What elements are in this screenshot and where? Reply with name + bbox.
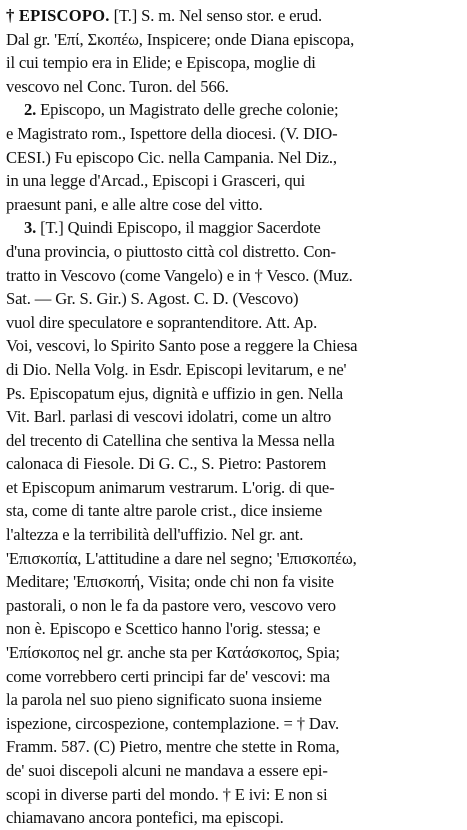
text-line: Meditare; 'Επισκοπή, Visita; onde chi non fa visite [6,572,334,592]
text-line: del trecento di Catellina che sentiva la Messa nella [6,430,335,450]
text-line [6,216,459,240]
entry-sense-1 [6,4,459,98]
text-line: pastorali, o non le fa da pastore vero, vescovo vero [6,595,336,615]
text-line: scopi in diverse parti del mondo. † E ivi: E non si [6,784,328,804]
text-line: di Dio. Nella Volg. in Esdr. Episcopi levitarum, e ne' [6,359,347,379]
text-line: praesunt pani, e alle altre cose del vitto. [6,194,263,214]
text-line: et Episcopum animarum vestrarum. L'orig. di que- [6,477,335,497]
sense-1-line-1: [T.] S. m. Nel senso stor. e erud. [109,6,323,25]
text-line: 'Επίσκοπος nel gr. anche sta per Κατάσκοπος, Spia; [6,643,340,663]
text-line: vuol dire speculatore e soprantenditore. Att. Ap. [6,312,318,332]
sense-2-line-1: Episcopo, un Magistrato delle greche colonie; [36,100,339,120]
entry-sense-3 [6,216,459,829]
sense-3-line-1: [T.] Quindi Episcopo, il maggior Sacerdote [36,218,321,238]
text-line: calonaca di Fiesole. Di G. C., S. Pietro: Pastorem [6,454,327,474]
text-line: chiamavano ancora pontefici, ma episcopi. [6,808,284,828]
text-line: Dal gr. 'Επί, Σκοπέω, Inspicere; onde Diana episcopa, [6,29,355,49]
text-line: CESI.) Fu episcopo Cic. nella Campania. Nel Diz., [6,147,337,167]
text-line: il cui tempio era in Elide; e Episcopa, moglie di [6,53,316,73]
sense-number: 3. [24,218,37,238]
sense-number: 2. [24,100,37,120]
text-line: Ps. Episcopatum ejus, dignità e uffizio in gen. Nella [6,383,343,403]
text-line: l'altezza e la terribilità dell'uffizio. Nel gr. ant. [6,525,304,545]
text-line: come vorrebbero certi principi far de' vescovi: ma [6,666,330,686]
text-line [6,98,459,122]
text-line: e Magistrato rom., Ispettore della diocesi. (V. DIO- [6,123,338,143]
text-line [6,4,459,28]
text-line: de' suoi discepoli alcuni ne mandava a essere epi- [6,761,328,780]
text-line: sta, come di tante altre parole crist., dice insieme [6,501,323,521]
headword: † EPISCOPO. [6,6,110,25]
text-line: vescovo nel Conc. Turon. del 566. [6,76,229,96]
text-line: tratto in Vescovo (come Vangelo) e in † Vesco. (Muz. [6,265,353,285]
entry-sense-2 [6,98,459,216]
text-line: 'Επισκοπία, L'attitudine a dare nel segno; 'Επισκοπέω, [6,548,357,568]
text-line: la parola nel suo pieno significato suona insieme [6,690,322,710]
text-line: in una legge d'Arcad., Episcopi i Grasceri, qui [6,171,306,191]
text-line: Sat. — Gr. S. Gir.) S. Agost. C. D. (Vescovo) [6,289,299,309]
text-line: non è. Episcopo e Scettico hanno l'orig. stessa; e [6,619,321,639]
text-line: d'una provincia, o piuttosto città col distretto. Con- [6,241,336,261]
text-line: ispezione, circospezione, contemplazione. = † Dav. [6,713,339,733]
text-line: Voi, vescovi, lo Spirito Santo pose a reggere la Chiesa [6,336,358,356]
text-line: Framm. 587. (C) Pietro, mentre che stette in Roma, [6,737,340,757]
text-line: Vit. Barl. parlasi di vescovi idolatri, come un altro [6,407,332,427]
